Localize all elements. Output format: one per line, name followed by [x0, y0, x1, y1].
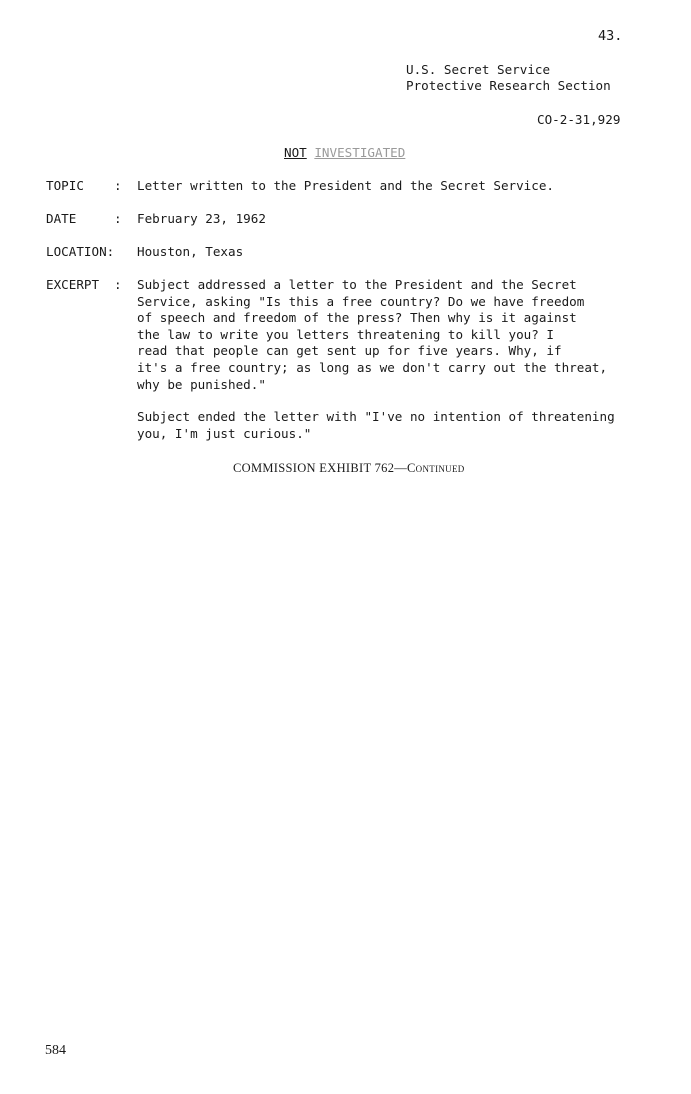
excerpt-line: why be punished.": [137, 376, 266, 392]
topic-value: Letter written to the President and the Secret Service.: [137, 178, 555, 193]
classification-rest: INVESTIGATED: [314, 145, 406, 160]
ending-line: you, I'm just curious.": [137, 425, 312, 441]
agency-section: Protective Research Section: [406, 78, 611, 93]
agency-name: U.S. Secret Service: [406, 62, 551, 77]
topic-label: TOPIC: [46, 178, 84, 193]
location-row: [0, 244, 691, 261]
excerpt-colon: :: [114, 277, 122, 292]
footer-page-number: 584: [45, 1043, 66, 1058]
exhibit-caption: COMMISSION EXHIBIT 762—Continued: [233, 461, 465, 475]
classification-stamp: [284, 145, 405, 162]
date-colon: :: [114, 211, 122, 226]
topic-colon: :: [114, 178, 122, 193]
excerpt-line: it's a free country; as long as we don't carry out the threat,: [137, 359, 608, 375]
excerpt-line: Subject addressed a letter to the President and the Secret: [137, 277, 577, 292]
excerpt-line: read that people can get sent up for five years. Why, if: [137, 343, 562, 359]
excerpt-line: Service, asking "Is this a free country? Do we have freedom: [137, 293, 585, 309]
excerpt-text: [137, 277, 607, 393]
location-value: Houston, Texas: [137, 244, 244, 259]
ending-paragraph: [0, 409, 691, 449]
date-label: DATE: [46, 211, 77, 226]
excerpt-section: [0, 277, 691, 397]
topic-row: [0, 178, 691, 195]
location-label: LOCATION:: [46, 244, 115, 259]
page-number: 43.: [598, 28, 623, 44]
case-number: CO-2-31,929: [537, 112, 621, 127]
date-value: February 23, 1962: [137, 211, 266, 226]
ending-text: [137, 409, 615, 442]
date-row: [0, 211, 691, 228]
excerpt-label: EXCERPT: [46, 277, 100, 292]
excerpt-line: of speech and freedom of the press? Then why is it against: [137, 310, 577, 326]
ending-line: Subject ended the letter with "I've no intention of threatening: [137, 409, 615, 424]
classification-prefix: NOT: [284, 145, 307, 160]
excerpt-line: the law to write you letters threatening to kill you? I: [137, 326, 555, 342]
